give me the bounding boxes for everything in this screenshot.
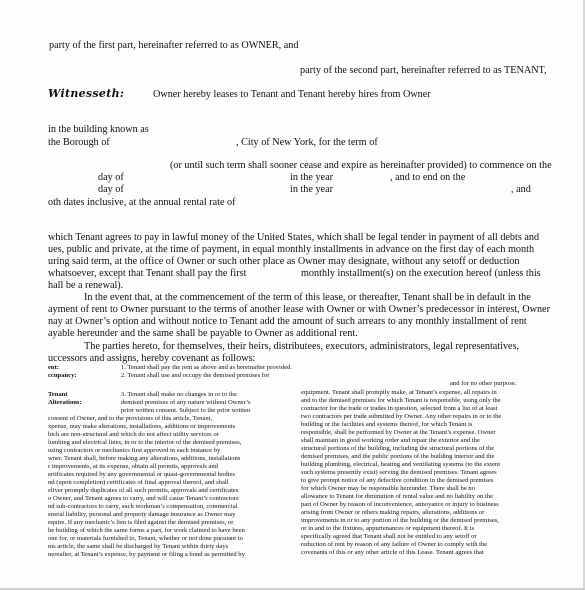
- right_column-line: two contractors per trade submitted by Owner. Any other repairs in or to the: [301, 413, 502, 420]
- right_column-line: such systems presently exist) serving the demised premises. Tenant agrees: [301, 469, 497, 476]
- right_column-line: or in and to the fixtures, appurtenances or equipment thereof. It is: [301, 525, 475, 532]
- right_column-line: to give prompt notice of any defective condition in the demised premises: [301, 477, 494, 484]
- left_column-line: lumbing and electrical lines, in or to the interior of the demised premises,: [48, 439, 242, 446]
- left_column-line: nd (upon completion) certificates of final approval thereof, and shall: [48, 479, 229, 486]
- right_column-line: allowance to Tenant for diminution of rental value and no liability on the: [301, 493, 494, 500]
- first-party-line: party of the first part, hereinafter referred to as OWNER, and: [49, 40, 299, 51]
- left_column-line: hich are non-structural and which do not affect utility services or: [48, 431, 219, 438]
- right_column-line: improvements in or to any portion of the building or the demised premises,: [301, 517, 499, 524]
- parties-paragraph-line-1: The parties hereto, for themselves, their heirs, distributees, executors, administrators, legal representatives,: [84, 341, 520, 352]
- comma-and-text: , and: [511, 184, 531, 195]
- end-on-text: , and to end on the: [390, 172, 466, 183]
- end-year-label: in the year: [290, 184, 333, 195]
- rent-clause-text: 1. Tenant shall pay the rent as above and as hereinafter provided.: [121, 364, 292, 371]
- right_column-line: specifically agreed that Tenant shall not be entitled to any setoff or: [301, 533, 477, 540]
- rent-paragraph-line-1: which Tenant agrees to pay in lawful money of the United States, which shall be legal tender in payment of all debts and: [48, 232, 540, 243]
- right_column-line: reduction of rent by reason of any failure of Owner to comply with the: [301, 541, 488, 548]
- right_column-line: structural portions of the building, including the structural portions of the: [301, 445, 495, 452]
- borough-label: the Borough of: [48, 137, 110, 148]
- right_column-line: arising from Owner or others making repairs, alterations, additions or: [301, 509, 485, 516]
- left_column-line: consent of Owner, and to the provisions of this article, Tenant,: [48, 415, 213, 422]
- right_column-line: demised premises, and the public portions of the building interior and the: [301, 453, 495, 460]
- occupancy-clause-label: ccupancy:: [48, 372, 77, 379]
- default-paragraph-line-4: ayable hereunder and the same shall be payable to Owner as additional rent.: [48, 328, 358, 339]
- right_column-line: for which Owner may be responsible hereunder. There shall be no: [301, 485, 476, 492]
- witnesseth-heading: Witnesseth:: [48, 87, 125, 100]
- occupancy-clause-end: and for no other purpose.: [450, 380, 517, 387]
- rent-clause-label: ent:: [48, 364, 59, 371]
- default-paragraph-line-3: nay at Owner’s option and without notice to Tenant add the amount of such arrears to any monthly installment of rent: [48, 316, 527, 327]
- rent-paragraph-line-4b: monthly installment(s) on the execution hereof (unless this: [301, 268, 541, 279]
- alterations-label: Alterations:: [48, 399, 82, 406]
- left_column-line: demised premises of any nature without Owner’s: [121, 399, 251, 406]
- left_column-line: wner. Tenant shall, before making any alterations, additions, installations: [48, 455, 241, 462]
- parties-paragraph-line-2: uccessors and assigns, hereby covenant as follows:: [48, 353, 256, 364]
- left_column-line: 3. Tenant shall make no changes in or to the: [121, 391, 237, 398]
- left_column-line: r improvements, at its expense, obtain all permits, approvals and: [48, 463, 218, 470]
- left_column-line: nis article, the same shall be discharged by Tenant within thirty days: [48, 543, 229, 550]
- default-paragraph-line-2: ayment of rent to Owner pursuant to the terms of another lease with Owner or with Owner’s predecessor in interest, Owner: [48, 304, 550, 315]
- building-known-line: in the building known as: [48, 124, 149, 135]
- rent-paragraph-line-3: uring said term, at the office of Owner or such other place as Owner may designate, without any setoff or deduction: [48, 256, 520, 267]
- left_column-line: he building of which the same forms a part, for work claimed to have been: [48, 527, 245, 534]
- right_column-line: shall maintain in good working order and repair the exterior and the: [301, 437, 480, 444]
- rent-paragraph-line-5: hall be a renewal).: [48, 280, 124, 291]
- left_column-line: o Owner, and Tenant agrees to carry, and will cause Tenant’s contractors: [48, 495, 239, 502]
- start-year-label: in the year: [290, 172, 333, 183]
- rent-paragraph-line-4a: whatsoever, except that Tenant shall pay the first: [48, 268, 247, 279]
- left_column-line: eneral liability, personal and property damage insurance as Owner may: [48, 511, 236, 518]
- left_column-line: eliver promptly duplicates of all such permits, approvals and certificates: [48, 487, 239, 494]
- right_column-line: building plumbing, electrical, heating and ventilating systems (to the extent: [301, 461, 501, 468]
- occupancy-clause-text: 2. Tenant shall use and occupy the demised premises for: [121, 372, 270, 379]
- end-day-of-label: day of: [98, 184, 124, 195]
- witnesseth-text: Owner hereby leases to Tenant and Tenant hereby hires from Owner: [153, 89, 431, 100]
- city-term-text: , City of New York, for the term of: [236, 137, 378, 148]
- right_column-line: responsible, shall be performed by Owner at the Tenant’s expense. Owner: [301, 429, 496, 436]
- left_column-line: equire. If any mechanic’s lien is filed against the demised premises, or: [48, 519, 234, 526]
- left_column-line: ertificates required by any governmental or quasi-governmental bodies: [48, 471, 235, 478]
- right_column-line: and to the demised premises for which Tenant is responsible, using only the: [301, 397, 501, 404]
- start-day-of-label: day of: [98, 172, 124, 183]
- default-paragraph-line-1: In the event that, at the commencement of the term of this lease, or thereafter, Tenant shall be in default in the: [84, 292, 531, 303]
- rent-paragraph-line-2: ues, public and private, at the time of payment, in equal monthly installments in advance on the first day of each month: [48, 244, 535, 255]
- left_column-line: nereafter, at Tenant’s expense, by payment or filing a bond as permitted by: [48, 551, 245, 558]
- tenant-alterations-label: Tenant: [48, 391, 68, 398]
- left_column-line: using contractors or mechanics first approved in each instance by: [48, 447, 221, 454]
- right_column-line: building or the facilities and systems thereof, for which Tenant is: [301, 421, 473, 428]
- right_column-line: equipment. Tenant shall promptly make, at Tenant’s expense, all repairs in: [301, 389, 497, 396]
- right_column-line: covenants of this or any other article of this Lease. Tenant agrees that: [301, 549, 484, 556]
- left_column-line: prior written consent. Subject to the prior written: [121, 407, 251, 414]
- annual-rental-line: oth dates inclusive, at the annual rental rate of: [48, 197, 236, 208]
- right_column-line: part of Owner by reason of inconvenience, annoyance or injury to business: [301, 501, 499, 508]
- left_column-line: xpense, may make alterations, installations, additions or improvements: [48, 423, 236, 430]
- left_column-line: one for, or materials furnished to, Tenant, whether or not done pursuant to: [48, 535, 243, 542]
- second-party-line: party of the second part, hereinafter referred to as TENANT,: [300, 65, 547, 76]
- left_column-line: nd sub-contractors to carry, such workman’s compensation, commercial: [48, 503, 238, 510]
- right_column-line: contractor for the trade or trades in question, selected from a list of at least: [301, 405, 498, 412]
- term-commence-text: (or until such term shall sooner cease and expire as hereinafter provided) to commence on the: [170, 160, 552, 171]
